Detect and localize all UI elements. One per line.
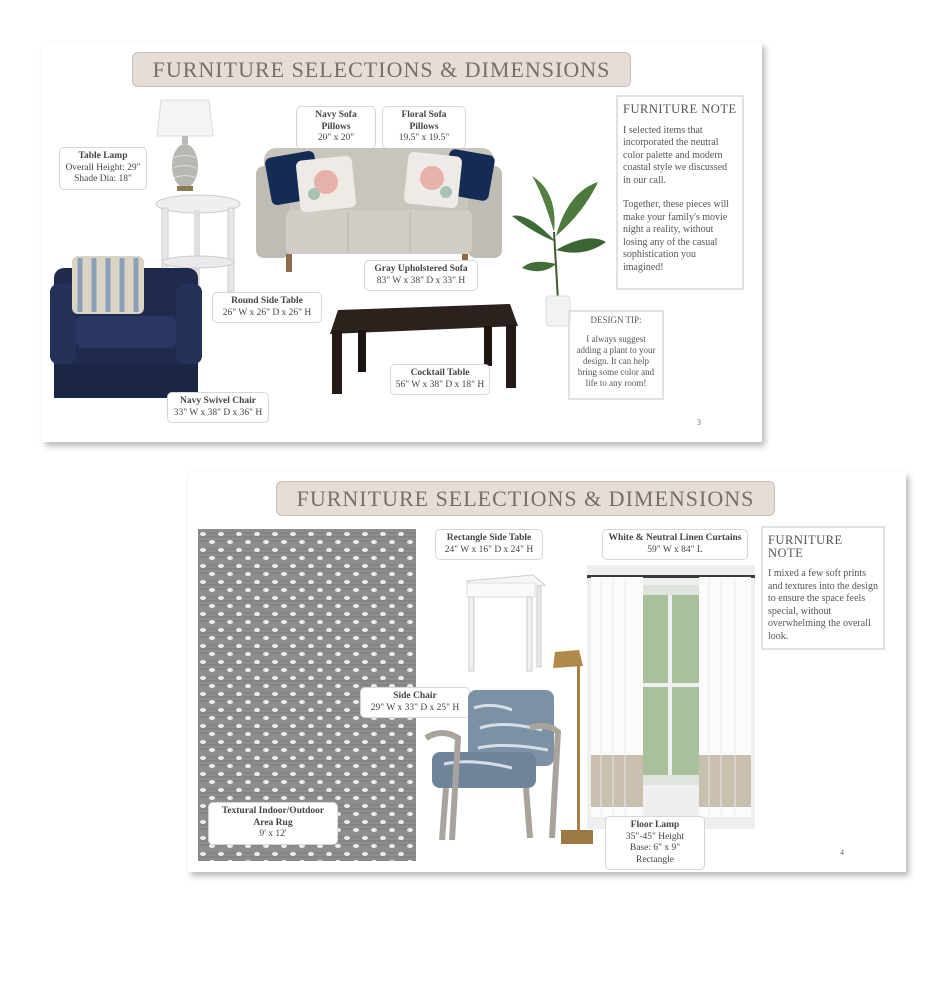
round-side-table-label [212,292,322,323]
page-title: FURNITURE SELECTIONS & DIMENSIONS [132,52,631,87]
label-dim: 9' x 12' [259,829,287,839]
label-dim: Base: 6" x 9" Rectangle [629,843,681,865]
slide-page-3 [42,42,762,442]
design-tip-box [568,310,664,400]
label-name: Floor Lamp [630,820,680,830]
page-number: 3 [697,418,701,427]
side-chair-image [422,688,562,842]
design-tip-heading: DESIGN TIP: [590,315,642,325]
label-name: Round Side Table [231,296,303,306]
curtains-label [602,529,748,560]
table-lamp-image [155,98,215,193]
navy-chair-label [167,392,269,423]
furniture-note-para: I mixed a few soft prints and textures into the design to ensure the space feels special, without overwhelming the overall look. [768,568,878,642]
slide-page-4 [188,472,906,872]
furniture-note-box [761,526,885,650]
label-dim: Overall Height: 29" [65,162,141,173]
label-name: Navy Swivel Chair [180,396,256,406]
label-dim: 33" W x 38" D x 36" H [173,407,263,418]
furniture-note-para: Together, these pieces will make your family's movie night a reality, without losing any of the casual sophistication you imagined! [623,199,730,273]
plant-image [508,172,608,328]
curtains-image [587,565,755,829]
rect-side-table-label [435,529,543,560]
furniture-note-para: I selected items that incorporated the neutral color palette and modern coastal style we discussed in our call. [623,124,728,186]
design-tip-body: I always suggest adding a plant to your design. It can help bring some color and life to any room! [576,334,656,388]
label-dim: 26" W x 26" D x 26" H [222,307,312,318]
label-name: Floral Sofa Pillows [401,110,447,132]
label-dim: 56" W x 38" D x 18" H [395,379,485,390]
label-dim: 24" W x 16" D x 24" H [444,544,534,555]
label-dim: 20" x 20" [317,133,355,143]
label-name: Rectangle Side Table [446,533,532,543]
furniture-note-heading: FURNITURE NOTE [768,533,843,560]
label-dim: 35"-45" Height [625,831,685,842]
gray-sofa-label [364,260,478,291]
label-dim: Shade Dia: 18" [74,174,132,184]
label-name: Textural Indoor/Outdoor Area Rug [221,806,325,828]
label-dim: 59" W x 84" L [647,544,703,555]
label-dim: 29" W x 33" D x 25" H [370,702,460,713]
navy-swivel-chair-image [50,254,202,402]
area-rug-label [208,802,338,845]
cocktail-table-label [390,364,490,395]
floor-lamp-label [605,816,705,870]
table-lamp-label [59,147,147,190]
label-name: Cocktail Table [410,368,470,378]
label-name: Navy Sofa Pillows [315,110,357,132]
label-name: White & Neutral Linen Curtains [608,533,742,543]
label-name: Gray Upholstered Sofa [374,264,468,274]
floor-lamp-image [549,650,595,850]
page-title: FURNITURE SELECTIONS & DIMENSIONS [276,481,775,516]
page-number: 4 [840,848,844,857]
label-name: Side Chair [393,691,437,701]
furniture-note-box [616,95,744,290]
label-name: Table Lamp [78,151,128,161]
label-dim: 19.5" x 19.5" [398,133,450,143]
furniture-note-heading: FURNITURE NOTE [623,102,737,116]
rect-side-table-image [463,573,547,673]
label-dim: 83" W x 38" D x 33" H [376,275,466,286]
